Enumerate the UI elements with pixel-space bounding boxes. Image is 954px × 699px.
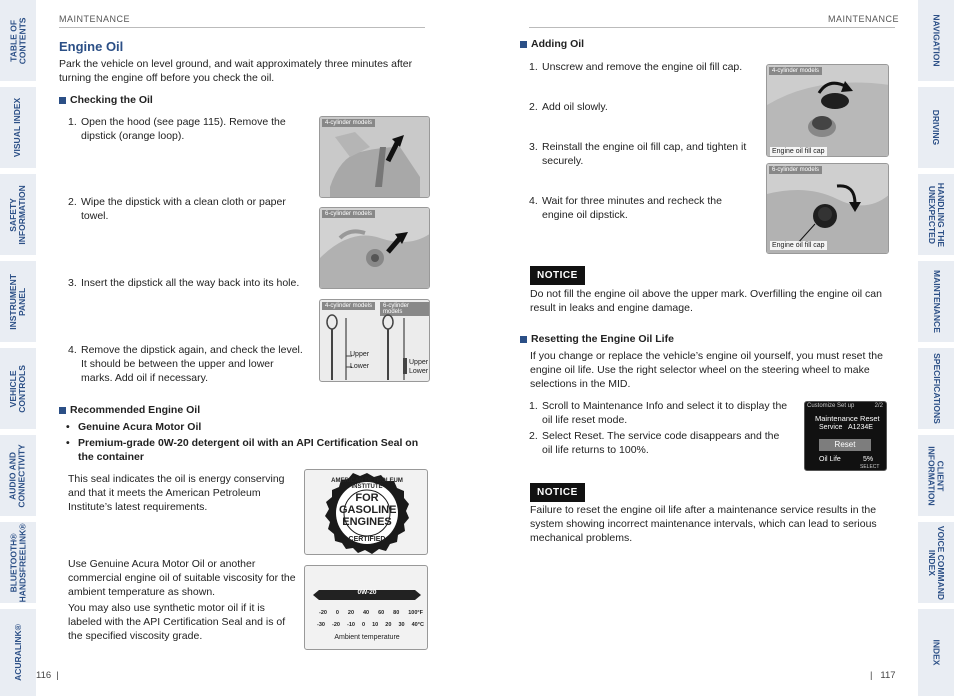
tab-index[interactable]	[918, 609, 954, 699]
tab-maintenance[interactable]	[918, 261, 954, 345]
tab-label: AUDIO AND CONNECTIVITY	[8, 443, 27, 508]
tab-label: BLUETOOTH® HANDSFREELINK®	[8, 523, 27, 602]
tab-navigation[interactable]	[918, 0, 954, 84]
tab-label: HANDLING THE UNEXPECTED	[927, 182, 946, 247]
engine-oil-fill-cap-illustration	[767, 65, 889, 157]
mid-display-figure	[804, 401, 887, 471]
tab-label: SPECIFICATIONS	[931, 353, 942, 424]
seal-line-3: ENGINES	[342, 516, 392, 528]
fahrenheit-ticks	[319, 610, 423, 616]
tab-acuralink[interactable]	[0, 609, 36, 699]
seal-bottom-text: CERTIFIED	[348, 536, 386, 543]
heading-marker	[520, 41, 527, 48]
checking-step-1: 1. Open the hood (see page 115). Remove the dipstick (orange loop).	[68, 116, 288, 144]
right-section-tabs	[918, 0, 954, 699]
recommended-heading	[59, 404, 200, 416]
tab-label: TABLE OF CONTENTS	[8, 17, 27, 64]
tab-bluetooth-handsfreelink[interactable]	[0, 522, 36, 606]
engine-illustration	[320, 208, 430, 289]
recommended-bullet-2: • Premium-grade 0W-20 detergent oil with an API Certification Seal on the container	[66, 437, 426, 464]
heading-marker	[59, 407, 66, 414]
step-text: Wait for three minutes and recheck the engine oil dipstick.	[542, 195, 722, 221]
mid-title: Maintenance Reset	[815, 414, 880, 423]
tab-label: INDEX	[931, 639, 942, 666]
left-page-number: 116 |	[36, 670, 59, 681]
tick-label: 40°C	[411, 622, 424, 628]
tab-label: NAVIGATION	[931, 14, 942, 67]
figure-tag: 6-cylinder models	[769, 166, 822, 174]
step-text: Select Reset. The service code disappears and the oil life returns to 100%.	[542, 430, 780, 456]
step-text: Wipe the dipstick with a clean cloth or paper towel.	[81, 196, 286, 222]
step-text: Open the hood (see page 115). Remove the dipstick (orange loop).	[81, 116, 286, 142]
mid-oil-life-percent: 5%	[863, 456, 874, 463]
tick-label: 0	[362, 622, 366, 628]
celsius-ticks	[317, 622, 424, 628]
tab-client-information[interactable]	[918, 435, 954, 519]
tab-label: SAFETY INFORMATION	[8, 184, 27, 245]
dipstick-level-figure	[319, 299, 430, 382]
heading-label: Resetting the Engine Oil Life	[531, 333, 674, 345]
tick-label: 20	[347, 610, 355, 616]
mid-header-label: Customize Set up	[807, 403, 855, 409]
right-page-number: | 117	[870, 670, 896, 681]
ambient-temperature-label: Ambient temperature	[334, 634, 400, 641]
heading-marker	[520, 336, 527, 343]
tab-table-of-contents[interactable]	[0, 0, 36, 84]
tab-label: DRIVING	[931, 109, 942, 146]
bullet-text: Premium-grade 0W-20 detergent oil with an API Certification Seal on the container	[78, 437, 419, 463]
fill-cap-6cyl-figure	[766, 163, 889, 254]
step-text: Scroll to Maintenance Info and select it to display the oil life reset mode.	[542, 400, 788, 426]
viscosity-grade-label: 0W-20	[357, 589, 377, 596]
page-number: 116	[36, 670, 52, 681]
heading-label: Adding Oil	[531, 38, 585, 50]
adding-step-2: 2. Add oil slowly.	[529, 101, 608, 113]
mid-service-label: Service	[819, 424, 843, 431]
figure-tag: 4-cylinder models	[322, 302, 375, 310]
bullet-text: Genuine Acura Motor Oil	[78, 421, 202, 433]
notice-text-1: Do not fill the engine oil above the upper mark. Overfilling the engine oil can result in leaks and engine damage.	[530, 288, 882, 314]
page-title: Engine Oil	[59, 39, 124, 54]
checking-heading	[59, 94, 153, 106]
dipstick-6cyl-figure	[319, 207, 430, 289]
tick-label: -30	[317, 622, 325, 628]
upper-mark-label: Upper	[409, 359, 429, 366]
step-text: Insert the dipstick all the way back into its hole.	[81, 277, 300, 289]
resetting-heading	[520, 333, 674, 345]
tick-label: -20	[332, 622, 340, 628]
tab-visual-index[interactable]	[0, 87, 36, 171]
figure-tag: 6-cylinder models	[322, 210, 375, 218]
tick-label: 0	[335, 610, 339, 616]
mid-oil-life-label: Oil Life	[819, 456, 841, 463]
tick-label: 100°F	[408, 610, 423, 616]
adding-step-1: 1. Unscrew and remove the engine oil fill cap.	[529, 61, 743, 73]
tab-specifications[interactable]	[918, 348, 954, 432]
adding-step-3: 3. Reinstall the engine oil fill cap, and tighten it securely.	[529, 141, 749, 169]
heading-label: Recommended Engine Oil	[70, 404, 201, 416]
viscosity-chart-figure	[304, 565, 428, 650]
seal-line-2: GASOLINE	[339, 504, 397, 516]
step-text: Add oil slowly.	[542, 101, 608, 113]
tab-audio-and-connectivity[interactable]	[0, 435, 36, 519]
seal-line-1: FOR	[355, 492, 379, 504]
checking-step-3: 3. Insert the dipstick all the way back into its hole.	[68, 277, 300, 289]
tab-label: VOICE COMMAND INDEX	[927, 525, 946, 600]
header-rule	[529, 27, 895, 28]
tick-label: 40	[363, 610, 370, 616]
fill-cap-caption: Engine oil fill cap	[772, 148, 825, 155]
upper-mark-label: Upper	[350, 351, 370, 358]
adding-heading	[520, 38, 584, 50]
lower-mark-label: Lower	[350, 363, 370, 370]
resetting-step-2: 2. Select Reset. The service code disappears and the oil life returns to 100%.	[529, 430, 791, 458]
tick-label: 30	[398, 622, 405, 628]
tab-label: MAINTENANCE	[931, 270, 942, 333]
seal-ring-text: AMERICAN PETROLEUM INSTITUTE	[331, 478, 403, 490]
tab-voice-command-index[interactable]	[918, 522, 954, 606]
step-text: Unscrew and remove the engine oil fill cap.	[542, 61, 743, 73]
figure-tag: 4-cylinder models	[322, 119, 375, 127]
dipstick-4cyl-figure	[319, 116, 430, 198]
mid-reset-option: Reset	[819, 439, 871, 451]
header-rule	[59, 27, 425, 28]
intro-text: Park the vehicle on level ground, and wait approximately three minutes after turning the engine off before you check the oil.	[59, 58, 413, 84]
figure-tag: 4-cylinder models	[769, 67, 822, 75]
checking-step-4: 4. Remove the dipstick again, and check the level. It should be between the upper and lower marks. Add oil if necessary.	[68, 344, 308, 386]
fill-cap-4cyl-figure	[766, 64, 889, 157]
tick-label: 10	[372, 622, 379, 628]
resetting-step-1: 1. Scroll to Maintenance Info and select it to display the oil life reset mode.	[529, 400, 791, 428]
notice-badge: NOTICE	[530, 483, 585, 502]
mid-select-hint: SELECT	[860, 464, 880, 470]
tick-label: -10	[347, 622, 355, 628]
tick-label: 80	[393, 610, 400, 616]
tab-driving[interactable]	[918, 87, 954, 171]
tick-label: 60	[378, 610, 385, 616]
tab-label: VEHICLE CONTROLS	[8, 364, 28, 413]
tab-safety-information[interactable]	[0, 174, 36, 258]
fill-cap-caption: Engine oil fill cap	[772, 242, 825, 249]
step-text: Remove the dipstick again, and check the level. It should be between the upper and lower marks. Add oil if necessary.	[81, 344, 303, 384]
figure-tag: 6-cylinder models	[380, 302, 429, 316]
mid-page-indicator: 2/2	[874, 403, 883, 409]
tick-label: -20	[319, 610, 327, 616]
recommended-bullet-1: • Genuine Acura Motor Oil	[66, 421, 202, 433]
left-page-header: MAINTENANCE	[59, 14, 131, 24]
tab-label: INSTRUMENT PANEL	[8, 273, 28, 330]
page-number: 117	[880, 670, 896, 681]
adding-step-4: 4. Wait for three minutes and recheck the engine oil dipstick.	[529, 195, 754, 223]
viscosity-text-2: You may also use synthetic motor oil if it is labeled with the API Certification Seal and is of the specified viscosity grade.	[68, 602, 286, 642]
resetting-text: If you change or replace the vehicle’s engine oil yourself, you must reset the engine oil life. Use the right selector wheel on the steering wheel to make selections in the MID.	[530, 350, 883, 390]
checking-step-2: 2. Wipe the dipstick with a clean cloth or paper towel.	[68, 196, 288, 224]
tab-instrument-panel[interactable]	[0, 261, 36, 345]
tab-handling-the-unexpected[interactable]	[918, 174, 954, 258]
tab-label: CLIENT INFORMATION	[927, 445, 946, 506]
seal-description: This seal indicates the oil is energy conserving and that it meets the American Petroleum Institute’s latest requirements.	[68, 473, 285, 513]
lower-mark-label: Lower	[409, 368, 429, 375]
left-section-tabs	[0, 0, 36, 699]
viscosity-text-1: Use Genuine Acura Motor Oil or another commercial engine oil of suitable viscosity for the ambient temperature as shown.	[68, 558, 296, 598]
mid-service-code: A1234E	[848, 424, 873, 431]
notice-text-2: Failure to reset the engine oil life after a maintenance service results in the system showing incorrect maintenance intervals, which can lead to serious mechanical problems.	[530, 504, 877, 544]
tab-vehicle-controls[interactable]	[0, 348, 36, 432]
notice-badge: NOTICE	[530, 266, 585, 285]
tick-label: 20	[385, 622, 392, 628]
tab-label: VISUAL INDEX	[12, 97, 23, 158]
heading-marker	[59, 97, 66, 104]
tab-label: ACURALINK®	[12, 624, 23, 681]
step-text: Reinstall the engine oil fill cap, and tighten it securely.	[542, 141, 747, 167]
heading-label: Checking the Oil	[70, 94, 153, 106]
engine-illustration	[320, 117, 430, 198]
api-seal-figure	[304, 469, 428, 555]
right-page-header: MAINTENANCE	[828, 14, 900, 24]
